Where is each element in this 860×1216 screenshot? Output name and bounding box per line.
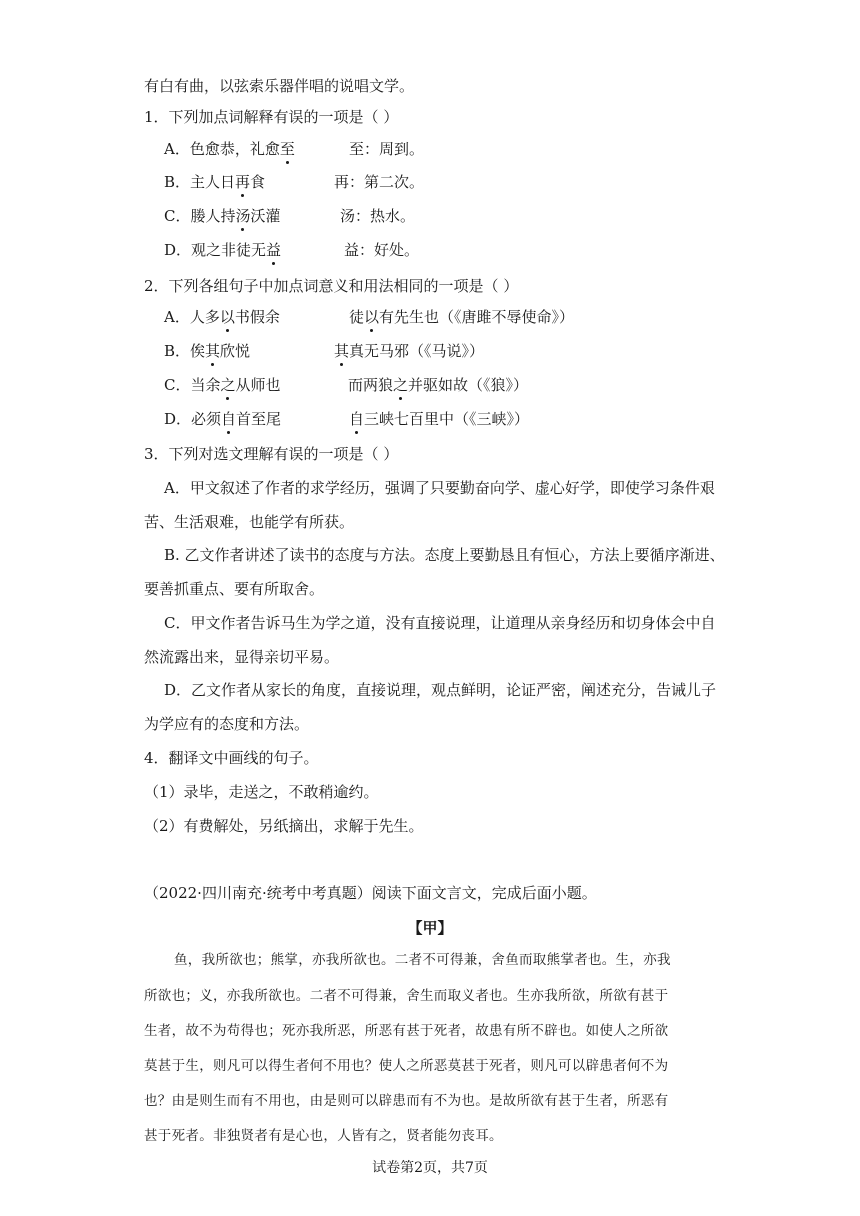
q2-option-d-second: 自三峡七百里中（《三峡》） bbox=[349, 410, 530, 428]
q1-option-d-text: D．观之非徒无益 bbox=[164, 241, 282, 259]
q2-option-c-first: C．当余之从师也 bbox=[164, 376, 281, 394]
q4-item: （2）有费解处，另纸摘出，求解于先生。 bbox=[144, 817, 424, 835]
q2-option-a-second: 徒以有先生也（《唐雎不辱使命》） bbox=[349, 308, 575, 326]
q2-option-b-second: 其真无马邪（《马说》） bbox=[334, 342, 485, 360]
q3-line: D．乙文作者从家长的角度，直接说理，观点鲜明，论证严密，阐述充分，告诫儿子 bbox=[164, 681, 717, 699]
q3-line: C．甲文作者告诉马生为学之道，没有直接说理，让道理从亲身经历和切身体会中自 bbox=[164, 614, 716, 632]
q3-line: 苦、生活艰难，也能学有所获。 bbox=[144, 513, 355, 531]
q1-option-a-text: A．色愈恭，礼愈至 bbox=[164, 140, 295, 158]
passage-title: 【甲】 bbox=[407, 919, 453, 937]
page-footer: 试卷第2页，共7页 bbox=[372, 1160, 488, 1176]
q1-option-c-text: C．媵人持汤沃灌 bbox=[164, 207, 281, 225]
q2-option-b-first: B．俟其欣悦 bbox=[164, 342, 251, 360]
passage-line: 所欲也；义，亦我所欲也。二者不可得兼，舍生而取义者也。生亦我所欲，所欲有甚于 bbox=[144, 988, 669, 1004]
question-2-stem: 2．下列各组句子中加点词意义和用法相同的一项是（ ） bbox=[144, 277, 519, 295]
q2-option-a-first: A．人多以书假余 bbox=[164, 308, 280, 326]
q3-line: A．甲文叙述了作者的求学经历，强调了只要勤奋向学、虚心好学，即使学习条件艰 bbox=[164, 479, 715, 497]
q1-option-b-gloss: 再：第二次。 bbox=[334, 173, 425, 191]
q1-option-c-gloss: 汤：热水。 bbox=[340, 207, 416, 225]
q3-line: B. 乙文作者讲述了读书的态度与方法。态度上要勤恳且有恒心，方法上要循序渐进、 bbox=[164, 546, 725, 564]
q1-option-d-gloss: 益：好处。 bbox=[344, 241, 420, 259]
passage-line: 也？由是则生而有不用也，由是则可以辟患而有不为也。是故所欲有甚于生者，所恶有 bbox=[144, 1093, 669, 1109]
q1-option-b-text: B．主人日再食 bbox=[164, 173, 266, 191]
q2-option-d-first: D．必须自首至尾 bbox=[164, 410, 282, 428]
intro-line: 有白有曲，以弦索乐器伴唱的说唱文学。 bbox=[144, 77, 415, 95]
q1-option-a-gloss: 至：周到。 bbox=[349, 140, 425, 158]
q4-item: （1）录毕，走送之，不敢稍逾约。 bbox=[144, 783, 379, 801]
q3-line: 然流露出来，显得亲切平易。 bbox=[144, 648, 340, 666]
question-1-stem: 1．下列加点词解释有误的一项是（ ） bbox=[144, 108, 399, 126]
passage-line: 甚于死者。非独贤者有是心也，人皆有之，贤者能勿丧耳。 bbox=[144, 1128, 503, 1144]
section-intro: （2022·四川南充·统考中考真题）阅读下面文言文，完成后面小题。 bbox=[144, 884, 597, 902]
passage-line: 莫甚于生，则凡可以得生者何不用也？使人之所恶莫甚于死者，则凡可以辟患者何不为 bbox=[144, 1058, 669, 1074]
passage-line: 生者，故不为苟得也；死亦我所恶，所恶有甚于死者，故患有所不辟也。如使人之所欲 bbox=[144, 1023, 669, 1039]
passage-line: 鱼，我所欲也；熊掌，亦我所欲也。二者不可得兼，舍鱼而取熊掌者也。生，亦我 bbox=[174, 952, 671, 968]
q3-line: 为学应有的态度和方法。 bbox=[144, 715, 310, 733]
question-3-stem: 3．下列对选文理解有误的一项是（ ） bbox=[144, 445, 399, 463]
q2-option-c-second: 而两狼之并驱如故（《狼》） bbox=[348, 376, 529, 394]
question-4-stem: 4．翻译文中画线的句子。 bbox=[144, 749, 319, 767]
q3-line: 要善抓重点、要有所取舍。 bbox=[144, 580, 325, 598]
